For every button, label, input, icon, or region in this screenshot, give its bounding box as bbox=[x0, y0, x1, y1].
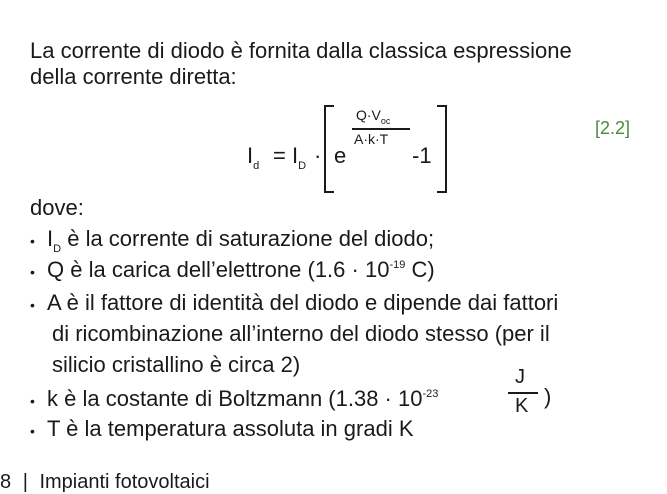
formula-fraction-bar bbox=[352, 128, 410, 130]
list-item bbox=[30, 386, 438, 416]
bullet-1-sub: D bbox=[53, 243, 62, 255]
bullet-1-text: è la corrente di saturazione del diodo; bbox=[61, 226, 435, 251]
list-item bbox=[30, 416, 414, 444]
equation-label: [2.2] bbox=[595, 118, 631, 138]
bullet-3-line-1: A è il fattore di identità del diodo e dipende dai fattori bbox=[47, 290, 559, 315]
bullet-4-close-paren: ) bbox=[544, 384, 552, 409]
formula-minus-one: -1 bbox=[412, 143, 432, 168]
formula-lhs-sub: d bbox=[253, 160, 260, 172]
bullet-dot: • bbox=[30, 423, 35, 439]
list-item bbox=[30, 257, 435, 287]
formula-numerator-sub: oc bbox=[380, 116, 391, 126]
formula-right-bracket bbox=[437, 105, 447, 193]
formula-lhs-symbol: I bbox=[247, 143, 254, 168]
formula-left-bracket bbox=[324, 105, 334, 193]
bullet-dot: • bbox=[30, 297, 35, 313]
bullet-dot: • bbox=[30, 393, 35, 409]
formula-denominator: A·k·T bbox=[354, 131, 389, 147]
formula-numerator-text: Q·V bbox=[356, 107, 381, 123]
bullet-4-units-bar bbox=[508, 392, 538, 394]
page-footer bbox=[0, 470, 210, 494]
bullet-1-symbol: I bbox=[47, 226, 54, 251]
list-item bbox=[30, 290, 558, 318]
intro-line-2: della corrente diretta: bbox=[30, 64, 237, 89]
page-number: 8 bbox=[0, 471, 12, 493]
bullet-4-sup: -23 bbox=[422, 388, 439, 400]
bullet-dot: • bbox=[30, 264, 35, 280]
formula-saturation-current bbox=[292, 143, 306, 173]
formula-dot: · bbox=[314, 143, 322, 168]
bullet-5-text: T è la temperatura assoluta in gradi K bbox=[47, 416, 414, 441]
bullet-4-units-numerator: J bbox=[515, 366, 525, 388]
footer-title: Impianti fotovoltaici bbox=[39, 471, 210, 493]
footer-separator: | bbox=[22, 471, 28, 493]
diode-current-formula bbox=[0, 0, 667, 200]
intro-line-1: La corrente di diodo è fornita dalla classica espressione bbox=[30, 38, 572, 63]
formula-i0-sub: D bbox=[298, 160, 307, 172]
formula-numerator bbox=[356, 107, 390, 125]
formula-equals: = bbox=[273, 143, 286, 168]
bullet-2-text: Q è la carica dell’elettrone (1.6 · 10 bbox=[47, 257, 390, 282]
bullet-2-tail: C) bbox=[405, 257, 435, 282]
bullet-3-line-2: di ricombinazione all’interno del diodo stesso (per il bbox=[52, 321, 550, 346]
bullet-3-line-3: silicio cristallino è circa 2) bbox=[52, 352, 301, 377]
bullet-dot: • bbox=[30, 233, 35, 249]
bullet-4-text: k è la costante di Boltzmann (1.38 · 10 bbox=[47, 386, 423, 411]
formula-exp-base: e bbox=[334, 143, 347, 168]
formula-i0-symbol: I bbox=[292, 143, 299, 168]
where-label: dove: bbox=[30, 195, 84, 220]
list-item bbox=[30, 226, 434, 256]
formula-lhs bbox=[247, 143, 259, 173]
bullet-4-units-denominator: K bbox=[515, 395, 529, 417]
bullet-2-sup: -19 bbox=[389, 259, 406, 271]
